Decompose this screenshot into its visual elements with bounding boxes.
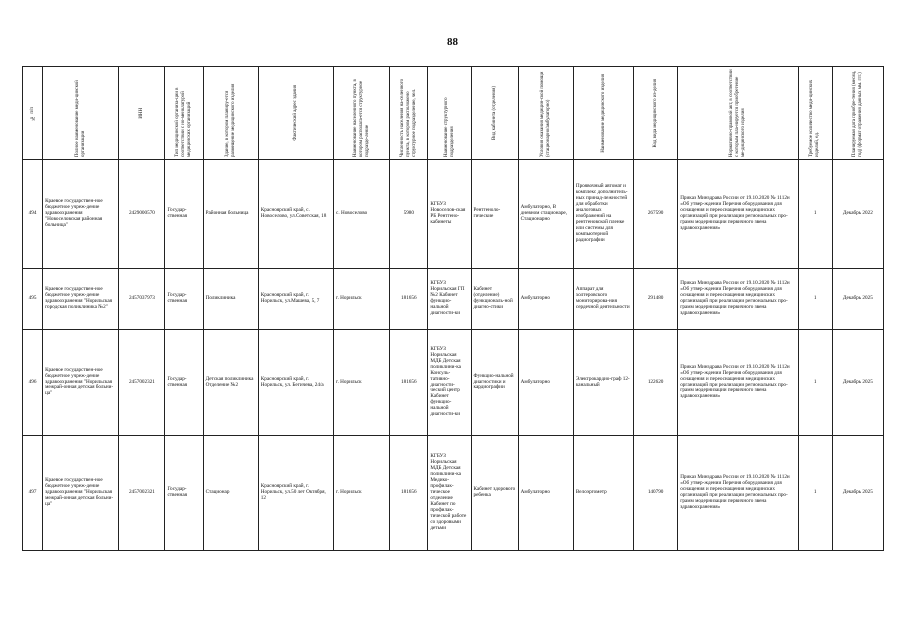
quantity: 1 — [798, 436, 832, 551]
locality: г. Норильск — [334, 436, 390, 551]
row-number: 494 — [23, 160, 43, 269]
header-cell: Здание, в котором планиру-ется размещение медицинского изделия — [203, 67, 258, 160]
building: Районная больница — [203, 160, 258, 269]
equipment-table — [22, 66, 884, 551]
organization-type: Государ-ственная — [165, 269, 203, 330]
legal-act: Приказ Минздрава России от 19.10.2020 № 1112н «Об утвер-ждении Перечня оборудования для оснащения и переоснащения медицинских организаций при реализации региональных про-грамм модернизации первичного звена здравоохранения» — [678, 436, 798, 551]
quantity: 1 — [798, 330, 832, 436]
quantity: 1 — [798, 269, 832, 330]
organization-type: Государ-ственная — [165, 436, 203, 551]
locality: с. Новоселово — [334, 160, 390, 269]
inn: 2457037973 — [119, 269, 165, 330]
building: Стационар — [203, 436, 258, 551]
care-conditions: Амбулаторно — [518, 330, 573, 436]
table-row — [23, 160, 884, 269]
organization-name: Краевое государствен-ное бюджетное учреж-дение здравоохранения "Норильская городская поликлиника №2" — [43, 269, 119, 330]
header-cell: Условия оказания медицин-ской помощи (стационарно/амбулаторно) — [518, 67, 573, 160]
device-name: Велоэргометр — [573, 436, 633, 551]
building: Поликлиника — [203, 269, 258, 330]
cabinet-type: Кабинет (отделение) функциональ-ной диагно-стики — [471, 269, 518, 330]
population: 181656 — [390, 436, 428, 551]
header-cell: Планируемая дата приобре-тения (месяц, год) (формат отражения данных мм. ггг.) — [832, 67, 883, 160]
header-cell: Наименование населенного пункта, в котором располага-ется структурное подразде-ление — [334, 67, 390, 160]
device-name: Аппарат для холтеровского мониторирова-ния сердечной деятельности — [573, 269, 633, 330]
device-code: 122620 — [634, 330, 678, 436]
population: 181656 — [390, 330, 428, 436]
address: Красноярский край, г. Норильск, ул.Машева, 5, 7 — [258, 269, 333, 330]
care-conditions: Амбулаторно — [518, 269, 573, 330]
locality: г. Норильск — [334, 330, 390, 436]
table-row — [23, 330, 884, 436]
locality: г. Норильск — [334, 269, 390, 330]
organization-type: Государ-ственная — [165, 160, 203, 269]
header-cell: Тип медицинской организа-ции в соответствии с но-менклатурой медицинских организаций — [165, 67, 203, 160]
care-conditions: Амбулаторно, В дневном стационаре, Стационарно — [518, 160, 573, 269]
organization-name: Краевое государствен-ное бюджетное учреж-дение здравоохранения "Новоселовская районная больница" — [43, 160, 119, 269]
cabinet-type: Рентгеноло-гические — [471, 160, 518, 269]
legal-act: Приказ Минздрава России от 19.10.2020 № 1112н «Об утвер-ждении Перечня оборудования для оснащения и переоснащения медицинских организаций при реализации региональных про-грамм модернизации первичного звена здравоохранения» — [678, 330, 798, 436]
header-cell: Код вида медицинского из-делия — [634, 67, 678, 160]
row-number: 497 — [23, 436, 43, 551]
device-name: Проявочный автомат и комплекс дополнитель-ных принад-лежностей для обработки аналоговых изображений на рентгеновской пленке или системы для компьютерной радиографии — [573, 160, 633, 269]
planned-date: Декабрь 2025 — [832, 330, 883, 436]
planned-date: Декабрь 2025 — [832, 436, 883, 551]
planned-date: Декабрь 2025 — [832, 269, 883, 330]
building: Детская поликлиника Отделение №2 — [203, 330, 258, 436]
address: Красноярский край, г. Норильск, ул.50 лет Октября, 12 — [258, 436, 333, 551]
device-code: 291480 — [634, 269, 678, 330]
header-cell: Нормативно-правовой акт, в соответствии с которым пла-нируется приобретение ме-дицинского изделия — [678, 67, 798, 160]
row-number: 496 — [23, 330, 43, 436]
header-cell: Наименование медицинского изделия — [573, 67, 633, 160]
address: Красноярский край, с. Новоселово, ул.Советская, 18 — [258, 160, 333, 269]
organization-type: Государ-ственная — [165, 330, 203, 436]
header-cell: ИНН — [119, 67, 165, 160]
planned-date: Декабрь 2022 — [832, 160, 883, 269]
population: 181656 — [390, 269, 428, 330]
address: Красноярский край, г. Норильск, ул. Бегичева, 24/а — [258, 330, 333, 436]
page-number: 88 — [447, 36, 458, 48]
header-cell: Фактический адрес здания — [258, 67, 333, 160]
device-code: 267590 — [634, 160, 678, 269]
header-cell: № п/п — [23, 67, 43, 160]
table-row — [23, 436, 884, 551]
subdivision: КГБУЗ Норильская МДБ Детская поликлини-ка Консуль-тативно-диагности-ческий центр Кабинет функцио-нальной диагности-ки — [428, 330, 471, 436]
table-header-row — [23, 67, 884, 160]
cabinet-type: Функцио-нальной диагностики и кардиографии — [471, 330, 518, 436]
device-code: 140790 — [634, 436, 678, 551]
inn: 2429000570 — [119, 160, 165, 269]
device-name: Электрокардио-граф 12-канальный — [573, 330, 633, 436]
organization-name: Краевое государствен-ное бюджетное учреж-дение здравоохранения "Норильская межрай-онная детская больни-ца" — [43, 436, 119, 551]
organization-name: Краевое государствен-ное бюджетное учреж-дение здравоохранения "Норильская межрай-онная детская больни-ца" — [43, 330, 119, 436]
care-conditions: Амбулаторно — [518, 436, 573, 551]
subdivision: КГБУЗ Норильская ГП №2 Кабинет функцио-нальной диагности-ки — [428, 269, 471, 330]
legal-act: Приказ Минздрава России от 19.10.2020 № 1112н «Об утвер-ждении Перечня оборудования для оснащения и переоснащения медицинских организаций при реализации региональных про-грамм модернизации первичного звена здравоохранения» — [678, 269, 798, 330]
table-row — [23, 269, 884, 330]
header-cell: Вид кабинета (отделения) — [471, 67, 518, 160]
inn: 2457002321 — [119, 330, 165, 436]
header-cell: Требуемое количество меди-цинских изделий, ед. — [798, 67, 832, 160]
inn: 2457002321 — [119, 436, 165, 551]
header-cell: Наименование структурного подразделения — [428, 67, 471, 160]
row-number: 495 — [23, 269, 43, 330]
quantity: 1 — [798, 160, 832, 269]
population: 5980 — [390, 160, 428, 269]
cabinet-type: Кабинет здорового ребенка — [471, 436, 518, 551]
subdivision: КГБУЗ Норильская МДБ Детская поликлини-ка Медико-профилак-тическое отделение Кабинет по профилак-тической работе со здоровыми детьми — [428, 436, 471, 551]
header-cell: Численность населения на-селенного пункта, в котором расположено структурное подразделение, чел. — [390, 67, 428, 160]
header-cell: Полное наименование меди-цинской организации — [43, 67, 119, 160]
legal-act: Приказ Минздрава России от 19.10.2020 № 1112н «Об утвер-ждении Перечня оборудования для оснащения и переоснащения медицинских организаций при реализации региональных про-грамм модернизации первичного звена здравоохранения» — [678, 160, 798, 269]
subdivision: КГБУЗ Новоселов-ская РБ Рентгено-кабинеты — [428, 160, 471, 269]
